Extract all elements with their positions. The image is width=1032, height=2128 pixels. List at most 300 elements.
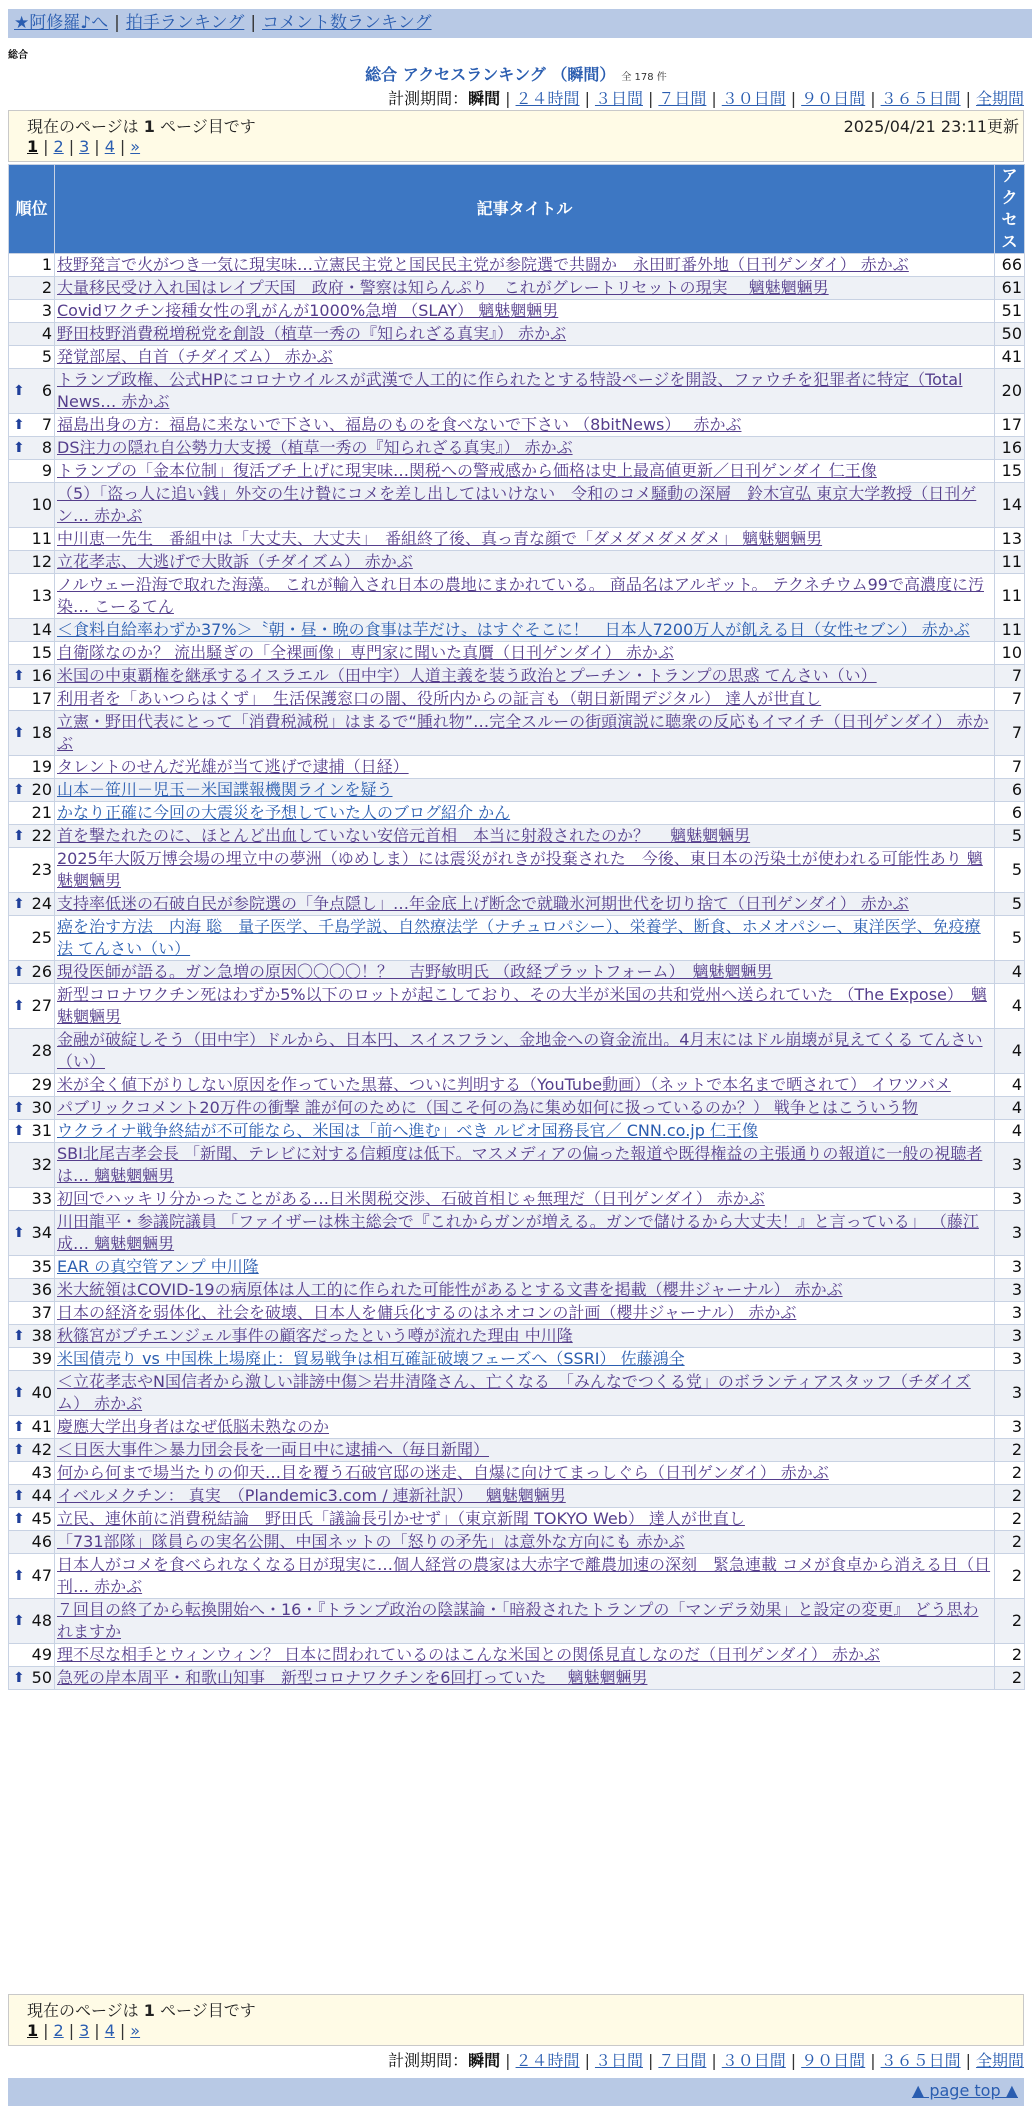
- access-count-cell: 6: [995, 802, 1025, 825]
- rank-number: 33: [31, 1189, 52, 1208]
- title-cell: [55, 1599, 995, 1644]
- access-count-cell: 17: [995, 414, 1025, 437]
- access-count-cell: 3: [995, 1325, 1025, 1348]
- title-cell: [55, 1279, 995, 1302]
- rank-cell: [9, 711, 55, 756]
- article-title-link[interactable]: パブリックコメント20万件の衝撃 誰が何のために（国こそ何の為に集め如何に扱っているのか？） 戦争とはこういう物: [57, 1098, 918, 1117]
- rank-number: 34: [31, 1223, 52, 1242]
- table-row: [9, 1256, 1025, 1279]
- access-count-cell: 5: [995, 893, 1025, 916]
- separator: |: [965, 89, 971, 108]
- article-title-link[interactable]: 支持率低迷の石破自民が参院選の「争点隠し」…年金底上げ断念で就職氷河期世代を切り捨て（日刊ゲンダイ） 赤かぶ: [57, 894, 909, 913]
- title-cell: [55, 1143, 995, 1188]
- article-title-link[interactable]: 立憲・野田代表にとって「消費税減税」はまるで“腫れ物”…完全スルーの街頭演説に聴衆の反応もイマイチ（日刊ゲンダイ） 赤かぶ: [57, 712, 989, 753]
- rank-cell: [9, 1348, 55, 1371]
- access-count-cell: 11: [995, 619, 1025, 642]
- title-cell: [55, 254, 995, 277]
- separator: |: [43, 2021, 49, 2040]
- title-cell: [55, 1554, 995, 1599]
- rank-up-arrow-icon: ⬆: [13, 964, 25, 980]
- article-title-link[interactable]: 理不尽な相手とウィンウィン？ 日本に問われているのはこんな米国との関係見直しなのだ（日刊ゲンダイ） 赤かぶ: [57, 1645, 880, 1664]
- access-count-cell: 3: [995, 1279, 1025, 1302]
- rank-cell: [9, 825, 55, 848]
- access-count-cell: 4: [995, 1074, 1025, 1097]
- title-cell: [55, 848, 995, 893]
- access-count-cell: 7: [995, 756, 1025, 779]
- article-title-link[interactable]: トランプの「金本位制」復活ブチ上げに現実味…関税への警戒感から価格は史上最高値更新／日刊ゲンダイ 仁王像: [57, 461, 877, 480]
- article-title-link[interactable]: 首を撃たれたのに、ほとんど出血していない安倍元首相 本当に射殺されたのか？ 魑魅魍魎男: [57, 826, 751, 845]
- access-count-cell: 66: [995, 254, 1025, 277]
- access-count-cell: 2: [995, 1485, 1025, 1508]
- rank-up-arrow-icon: ⬆: [13, 1488, 25, 1504]
- rank-up-arrow-icon: ⬆: [13, 1670, 25, 1686]
- pagination-bottom: [27, 2021, 140, 2040]
- title-cell: [55, 688, 995, 711]
- period-option-link[interactable]: ２４時間: [515, 89, 580, 108]
- access-count-cell: 2: [995, 1439, 1025, 1462]
- period-option-link[interactable]: ３日間: [594, 89, 643, 108]
- rank-number: 50: [31, 1668, 52, 1687]
- rank-cell: [9, 414, 55, 437]
- table-row: [9, 1143, 1025, 1188]
- access-count-cell: 2: [995, 1667, 1025, 1690]
- breadcrumb: 総合: [8, 50, 28, 61]
- current-page-text: 現在のページは 1 ページ目です: [27, 117, 256, 136]
- access-count-cell: 11: [995, 574, 1025, 619]
- rank-cell: [9, 916, 55, 961]
- rank-cell: [9, 1644, 55, 1667]
- rank-number: 32: [31, 1155, 52, 1174]
- title-cell: [55, 323, 995, 346]
- table-row: [9, 1211, 1025, 1256]
- rank-cell: [9, 984, 55, 1029]
- rank-cell: [9, 528, 55, 551]
- article-title-link[interactable]: ＜日医大事件＞暴力団会長を一両日中に逮捕へ（毎日新聞）: [57, 1440, 490, 1459]
- article-title-link[interactable]: 日本人がコメを食べられなくなる日が現実に…個人経営の農家は大赤字で離農加速の深刻 緊急連載 コメが食卓から消える日（日刊… 赤かぶ: [57, 1555, 991, 1596]
- period-option-link[interactable]: 全期間: [975, 2051, 1024, 2070]
- article-title-link[interactable]: 米国の中東覇権を継承するイスラエル（田中宇）人道主義を装う政治とプーチン・トランプの思惑 てんさい（い）: [57, 666, 877, 685]
- rank-number: 31: [31, 1121, 52, 1140]
- table-row: [9, 369, 1025, 414]
- rank-up-arrow-icon: ⬆: [13, 1100, 25, 1116]
- access-count-cell: 16: [995, 437, 1025, 460]
- page-link[interactable]: 2: [53, 137, 64, 156]
- article-title-link[interactable]: 立花孝志、大逃げで大敗訴（チダイズム） 赤かぶ: [57, 552, 413, 571]
- table-row: [9, 848, 1025, 893]
- table-row: [9, 346, 1025, 369]
- article-title-link[interactable]: 利用者を「あいつらはくず」 生活保護窓口の闇、役所内からの証言も（朝日新聞デジタル） 達人が世直し: [57, 689, 822, 708]
- clap-ranking-link[interactable]: 拍手ランキング: [125, 13, 245, 33]
- article-title-link[interactable]: 2025年大阪万博会場の埋立中の夢洲（ゆめしま）には震災がれきが投棄された 今後、東日本の汚染土が使われる可能性あり 魑魅魍魎男: [57, 849, 983, 890]
- rank-cell: [9, 1302, 55, 1325]
- article-title-link[interactable]: ＜食料自給率わずか37%＞〝朝・昼・晩の食事は芋だけ〟はすぐそこに！ 日本人7200万人が飢える日（女性セブン） 赤かぶ: [57, 620, 970, 639]
- rank-number: 1: [41, 255, 52, 274]
- period-option-link[interactable]: ３０日間: [721, 89, 786, 108]
- table-row: [9, 528, 1025, 551]
- access-count-cell: 2: [995, 1531, 1025, 1554]
- access-count-cell: 3: [995, 1416, 1025, 1439]
- rank-number: 10: [31, 495, 52, 514]
- article-title-link[interactable]: タレントのせんだ光雄が当て逃げで逮捕（日経）: [57, 757, 409, 776]
- rank-up-arrow-icon: ⬆: [13, 1613, 25, 1629]
- access-count-cell: 5: [995, 916, 1025, 961]
- table-row: [9, 551, 1025, 574]
- page-link[interactable]: 2: [53, 2021, 64, 2040]
- rank-number: 25: [31, 928, 52, 947]
- rank-cell: [9, 1256, 55, 1279]
- period-option-link[interactable]: ７日間: [658, 2051, 707, 2070]
- rank-up-arrow-icon: ⬆: [13, 417, 25, 433]
- article-title-link[interactable]: イベルメクチン： 真実 （Plandemic3.com / 連新社訳） 魑魅魍魎男: [57, 1486, 566, 1505]
- article-title-link[interactable]: かなり正確に今回の大震災を予想していた人のブログ紹介 かん: [57, 803, 511, 822]
- article-title-link[interactable]: 新型コロナワクチン死はわずか5%以下のロットが起こしており、その大半が米国の共和党州へ送られていた （The Expose） 魑魅魍魎男: [57, 985, 987, 1026]
- period-option-link[interactable]: ３６５日間: [880, 89, 961, 108]
- article-title-link[interactable]: 金融が破綻しそう（田中宇）ドルから、日本円、スイスフラン、金地金への資金流出。4月末にはドル崩壊が見えてくる てんさい（い）: [57, 1030, 983, 1071]
- rank-number: 18: [31, 723, 52, 742]
- separator: |: [505, 89, 511, 108]
- rank-cell: [9, 665, 55, 688]
- rank-number: 21: [31, 803, 52, 822]
- title-cell: [55, 414, 995, 437]
- col-access-header: アクセス: [995, 165, 1025, 254]
- article-title-link[interactable]: 日本の経済を弱体化、社会を破壊、日本人を傭兵化するのはネオコンの計画（櫻井ジャーナル） 赤かぶ: [57, 1303, 797, 1322]
- rank-number: 26: [31, 962, 52, 981]
- rank-number: 44: [31, 1486, 52, 1505]
- page-link[interactable]: 4: [104, 2021, 115, 2040]
- rank-cell: [9, 460, 55, 483]
- period-option-link[interactable]: 全期間: [975, 89, 1024, 108]
- table-row: [9, 1302, 1025, 1325]
- article-title-link[interactable]: 初回でハッキリ分かったことがある…日米関税交渉、石破首相じゃ無理だ（日刊ゲンダイ） 赤かぶ: [57, 1189, 765, 1208]
- home-link[interactable]: ★阿修羅♪へ: [14, 13, 109, 33]
- rank-up-arrow-icon: ⬆: [13, 1568, 25, 1584]
- col-rank-header: 順位: [9, 165, 55, 254]
- access-count-cell: 2: [995, 1644, 1025, 1667]
- article-title-link[interactable]: 癌を治す方法 内海 聡 量子医学、千島学説、自然療法学（ナチュロパシー）、栄養学、断食、ホメオパシー、東洋医学、免疫療法 てんさい（い）: [57, 917, 981, 958]
- rank-number: 24: [31, 894, 52, 913]
- article-title-link[interactable]: 慶應大学出身者はなぜ低脳未熟なのか: [57, 1417, 330, 1436]
- table-row: [9, 1188, 1025, 1211]
- access-count-cell: 2: [995, 1554, 1025, 1599]
- title-cell: [55, 961, 995, 984]
- rank-number: 38: [31, 1326, 52, 1345]
- rank-up-arrow-icon: ⬆: [13, 1511, 25, 1527]
- article-title-link[interactable]: 米国債売り vs 中国株上場廃止：貿易戦争は相互確証破壊フェーズへ（SSRI） 佐藤鴻全: [57, 1349, 685, 1368]
- separator: |: [711, 2051, 717, 2070]
- rank-number: 16: [31, 666, 52, 685]
- access-count-cell: 5: [995, 825, 1025, 848]
- separator: |: [43, 137, 49, 156]
- title-cell: [55, 1416, 995, 1439]
- table-row: [9, 1097, 1025, 1120]
- title-cell: [55, 277, 995, 300]
- article-title-link[interactable]: ＜立花孝志やN国信者から激しい誹謗中傷＞岩井清隆さん、亡くなる 「みんなでつくる党」のボランティアスタッフ（チダイズム） 赤かぶ: [57, 1372, 971, 1413]
- rank-number: 35: [31, 1257, 52, 1276]
- rank-up-arrow-icon: ⬆: [13, 383, 25, 399]
- article-title-link[interactable]: Covidワクチン接種女性の乳がんが1000%急増 （SLAY） 魑魅魍魎男: [57, 301, 559, 320]
- access-count-cell: 7: [995, 711, 1025, 756]
- table-row: [9, 665, 1025, 688]
- access-count-cell: 15: [995, 460, 1025, 483]
- rank-cell: [9, 893, 55, 916]
- rank-up-arrow-icon: ⬆: [13, 1123, 25, 1139]
- rank-cell: [9, 1074, 55, 1097]
- title-cell: [55, 1097, 995, 1120]
- rank-cell: [9, 619, 55, 642]
- page-title-text: 総合 アクセスランキング （瞬間）: [365, 65, 616, 84]
- article-title-link[interactable]: 福島出身の方：福島に来ないで下さい、福島のものを食べないで下さい （8bitNews） 赤かぶ: [57, 415, 742, 434]
- article-title-link[interactable]: ウクライナ戦争終結が不可能なら、米国は「前へ進む」べき ルビオ国務長官／ CNN.co.jp 仁王像: [57, 1121, 758, 1140]
- article-title-link[interactable]: 大量移民受け入れ国はレイプ天国 政府・警察は知らんぷり これがグレートリセットの現実 魑魅魍魎男: [57, 278, 829, 297]
- article-title-link[interactable]: 自衛隊なのか？ 流出騒ぎの「全裸画像」専門家に聞いた真贋（日刊ゲンダイ） 赤かぶ: [57, 643, 674, 662]
- article-title-link[interactable]: （5）「盗っ人に追い銭」外交の生け贄にコメを差し出してはいけない 令和のコメ騒動の深層 鈴木宣弘 東京大学教授（日刊ゲン… 赤かぶ: [57, 484, 977, 525]
- period-current: 瞬間: [468, 2051, 501, 2070]
- title-cell: [55, 483, 995, 528]
- access-count-cell: 4: [995, 1097, 1025, 1120]
- article-title-link[interactable]: 米大統領はCOVID-19の病原体は人工的に作られた可能性があるとする文書を掲載（櫻井ジャーナル） 赤かぶ: [57, 1280, 843, 1299]
- period-option-link[interactable]: ３６５日間: [880, 2051, 961, 2070]
- top-nav-bar: ★阿修羅♪へ | 拍手ランキング | コメント数ランキング: [8, 9, 1032, 38]
- rank-cell: [9, 1531, 55, 1554]
- title-cell: [55, 1256, 995, 1279]
- rank-cell: [9, 483, 55, 528]
- title-cell: [55, 916, 995, 961]
- separator: |: [584, 2051, 590, 2070]
- access-count-cell: 3: [995, 1371, 1025, 1416]
- rank-number: 36: [31, 1280, 52, 1299]
- article-title-link[interactable]: SBI北尾吉孝会長 「新聞、テレビに対する信頼度は低下。マスメディアの偏った報道や既得権益の主張通りの報道に一般の視聴者は… 魑魅魍魎男: [57, 1144, 983, 1185]
- access-count-cell: 7: [995, 665, 1025, 688]
- access-count-cell: 3: [995, 1256, 1025, 1279]
- rank-cell: [9, 346, 55, 369]
- rank-up-arrow-icon: ⬆: [13, 1442, 25, 1458]
- rank-number: 41: [31, 1417, 52, 1436]
- title-cell: [55, 460, 995, 483]
- table-row: [9, 254, 1025, 277]
- rank-number: 43: [31, 1463, 52, 1482]
- table-row: [9, 323, 1025, 346]
- footer-bar: [8, 2078, 1024, 2106]
- rank-cell: [9, 779, 55, 802]
- rank-number: 29: [31, 1075, 52, 1094]
- access-count-cell: 2: [995, 1599, 1025, 1644]
- rank-cell: [9, 961, 55, 984]
- rank-cell: [9, 1279, 55, 1302]
- access-count-cell: 5: [995, 848, 1025, 893]
- title-cell: [55, 551, 995, 574]
- rank-number: 20: [31, 780, 52, 799]
- article-title-link[interactable]: 山本－笹川－児玉－米国諜報機関ラインを疑う: [57, 780, 393, 799]
- rank-number: 14: [31, 620, 52, 639]
- article-title-link[interactable]: 立民、連休前に消費税結論 野田氏「議論長引かせず」（東京新聞 TOKYO Web） 達人が世直し: [57, 1509, 745, 1528]
- rank-cell: [9, 1143, 55, 1188]
- rank-cell: [9, 756, 55, 779]
- table-row: [9, 756, 1025, 779]
- rank-cell: [9, 574, 55, 619]
- period-option-link[interactable]: ２４時間: [515, 2051, 580, 2070]
- period-option-link[interactable]: ３０日間: [721, 2051, 786, 2070]
- total-count: 全 178 件: [621, 72, 667, 83]
- article-title-link[interactable]: トランプ政権、公式HPにコロナウイルスが武漢で人工的に作られたとする特設ページを開設、ファウチを犯罪者に特定（Total News… 赤かぶ: [57, 370, 963, 411]
- table-row: [9, 1325, 1025, 1348]
- rank-number: 11: [31, 529, 52, 548]
- title-cell: [55, 1667, 995, 1690]
- access-count-cell: 6: [995, 779, 1025, 802]
- pagination-top: [27, 137, 140, 156]
- page-link[interactable]: 4: [104, 137, 115, 156]
- title-cell: [55, 893, 995, 916]
- title-cell: [55, 984, 995, 1029]
- access-count-cell: 7: [995, 688, 1025, 711]
- separator: |: [119, 2021, 126, 2040]
- access-count-cell: 3: [995, 1188, 1025, 1211]
- page-link[interactable]: 3: [79, 137, 90, 156]
- rank-up-arrow-icon: ⬆: [13, 1225, 25, 1241]
- table-row: [9, 1531, 1025, 1554]
- article-title-link[interactable]: ７回目の終了から転換開始へ・16・『トランプ政治の陰謀論・「暗殺されたトランプの「マンデラ効果」と設定の変更』 どう思われますか: [57, 1600, 979, 1641]
- rank-cell: [9, 323, 55, 346]
- access-count-cell: 3: [995, 1143, 1025, 1188]
- page-top-link[interactable]: ▲ page top ▲: [911, 2081, 1018, 2100]
- table-row: [9, 1485, 1025, 1508]
- page-info-top: [8, 110, 1024, 162]
- table-row: [9, 1439, 1025, 1462]
- table-row: [9, 1371, 1025, 1416]
- rank-cell: [9, 1508, 55, 1531]
- article-title-link[interactable]: 秋篠宮がプチエンジェル事件の顧客だったという噂が流れた理由 中川隆: [57, 1326, 573, 1345]
- article-title-link[interactable]: 中川恵一先生 番組中は「大丈夫、大丈夫」 番組終了後、真っ青な顔で「ダメダメダメダメ」 魑魅魍魎男: [57, 529, 823, 548]
- article-title-link[interactable]: 枝野発言で火がつき一気に現実味…立憲民主党と国民民主党が参院選で共闘か 永田町番外地（日刊ゲンダイ） 赤かぶ: [57, 255, 909, 274]
- period-selector-bottom: [388, 2048, 1024, 2071]
- separator: |: [68, 2021, 75, 2040]
- rank-up-arrow-icon: ⬆: [13, 828, 25, 844]
- rank-up-arrow-icon: ⬆: [13, 668, 25, 684]
- article-title-link[interactable]: 川田龍平・参議院議員 「ファイザーは株主総会で『これからガンが増える。ガンで儲けるから大丈夫！』と言っている」 （藤江成… 魑魅魍魎男: [57, 1212, 979, 1253]
- title-cell: [55, 1439, 995, 1462]
- rank-number: 37: [31, 1303, 52, 1322]
- title-cell: [55, 619, 995, 642]
- table-row: [9, 1074, 1025, 1097]
- table-row: [9, 916, 1025, 961]
- title-cell: [55, 1074, 995, 1097]
- access-count-cell: 51: [995, 300, 1025, 323]
- rank-cell: [9, 1325, 55, 1348]
- table-row: [9, 802, 1025, 825]
- separator: |: [790, 89, 797, 108]
- period-option-link[interactable]: ３日間: [594, 2051, 643, 2070]
- article-title-link[interactable]: DS注力の隠れ自公勢力大支援（植草一秀の『知られざる真実』） 赤かぶ: [57, 438, 573, 457]
- table-row: [9, 825, 1025, 848]
- rank-cell: [9, 802, 55, 825]
- table-row: [9, 1462, 1025, 1485]
- comment-ranking-link[interactable]: コメント数ランキング: [262, 13, 432, 33]
- next-page-link[interactable]: »: [130, 137, 141, 156]
- rank-up-arrow-icon: ⬆: [13, 782, 25, 798]
- next-page-link[interactable]: »: [130, 2021, 141, 2040]
- updated-timestamp: 2025/04/21 23:11更新: [843, 117, 1019, 136]
- table-row: [9, 779, 1025, 802]
- separator: |: [119, 137, 126, 156]
- table-row: [9, 1508, 1025, 1531]
- rank-number: 17: [31, 689, 52, 708]
- table-row: [9, 711, 1025, 756]
- separator: |: [94, 137, 100, 156]
- article-title-link[interactable]: 米が全く値下がりしない原因を作っていた黒幕、ついに判明する（YouTube動画）（ネットで本名まで晒されて） イワツバメ: [57, 1075, 951, 1094]
- rank-number: 6: [41, 381, 52, 400]
- period-option-link[interactable]: ９０日間: [801, 89, 866, 108]
- period-label: 計測期間：: [388, 2051, 469, 2070]
- table-row: [9, 1599, 1025, 1644]
- access-count-cell: 4: [995, 1120, 1025, 1143]
- rank-number: 47: [31, 1566, 52, 1585]
- rank-cell: [9, 254, 55, 277]
- period-option-link[interactable]: ９０日間: [801, 2051, 866, 2070]
- rank-number: 27: [31, 996, 52, 1015]
- rank-number: 46: [31, 1532, 52, 1551]
- separator: |: [68, 137, 75, 156]
- page-current: 1: [27, 137, 39, 156]
- ranking-body: [9, 254, 1025, 1690]
- table-row: [9, 277, 1025, 300]
- rank-cell: [9, 1416, 55, 1439]
- article-title-link[interactable]: 現役医師が語る。ガン急増の原因〇〇〇〇！？ 吉野敏明氏 （政経プラットフォーム） 魑魅魍魎男: [57, 962, 773, 981]
- rank-number: 22: [31, 826, 52, 845]
- access-count-cell: 2: [995, 1508, 1025, 1531]
- title-cell: [55, 1211, 995, 1256]
- title-cell: [55, 779, 995, 802]
- separator: |: [870, 89, 876, 108]
- rank-number: 3: [41, 301, 52, 320]
- title-cell: [55, 437, 995, 460]
- article-title-link[interactable]: 発覚部屋、自首（チダイズム） 赤かぶ: [57, 347, 333, 366]
- current-page-text-bottom: 現在のページは 1 ページ目です: [27, 2001, 256, 2020]
- title-cell: [55, 369, 995, 414]
- rank-cell: [9, 1667, 55, 1690]
- access-count-cell: 13: [995, 528, 1025, 551]
- period-option-link[interactable]: ７日間: [658, 89, 707, 108]
- rank-cell: [9, 1097, 55, 1120]
- access-count-cell: 20: [995, 369, 1025, 414]
- article-title-link[interactable]: ノルウェー沿海で取れた海藻。 これが輸入され日本の農地にまかれている。 商品名はアルギット。 テクネチウム99で高濃度に汚染… こーるてん: [57, 575, 984, 616]
- rank-up-arrow-icon: ⬆: [13, 1328, 25, 1344]
- title-cell: [55, 1531, 995, 1554]
- title-cell: [55, 802, 995, 825]
- access-count-cell: 14: [995, 483, 1025, 528]
- rank-up-arrow-icon: ⬆: [13, 1419, 25, 1435]
- rank-cell: [9, 1188, 55, 1211]
- separator: |: [94, 2021, 100, 2040]
- title-cell: [55, 1371, 995, 1416]
- rank-number: 12: [31, 552, 52, 571]
- article-title-link[interactable]: 何から何まで場当たりの仰天…目を覆う石破官邸の迷走、自爆に向けてまっしぐら（日刊ゲンダイ） 赤かぶ: [57, 1463, 829, 1482]
- table-header: [9, 165, 1025, 254]
- separator: |: [711, 89, 717, 108]
- rank-number: 40: [31, 1383, 52, 1402]
- article-title-link[interactable]: EAR の真空管アンプ 中川隆: [57, 1257, 259, 1276]
- article-title-link[interactable]: 急死の岸本周平・和歌山知事 新型コロナワクチンを6回打っていた 魑魅魍魎男: [57, 1668, 648, 1687]
- article-title-link[interactable]: 野田枝野消費税増税党を創設（植草一秀の『知られざる真実』） 赤かぶ: [57, 324, 567, 343]
- title-cell: [55, 574, 995, 619]
- table-row: [9, 460, 1025, 483]
- title-cell: [55, 346, 995, 369]
- title-cell: [55, 1188, 995, 1211]
- rank-cell: [9, 1462, 55, 1485]
- rank-number: 13: [31, 586, 52, 605]
- table-row: [9, 893, 1025, 916]
- article-title-link[interactable]: 「731部隊」隊員らの実名公開、中国ネットの「怒りの矛先」は意外な方向にも 赤かぶ: [57, 1532, 685, 1551]
- separator: |: [870, 2051, 876, 2070]
- page-link[interactable]: 3: [79, 2021, 90, 2040]
